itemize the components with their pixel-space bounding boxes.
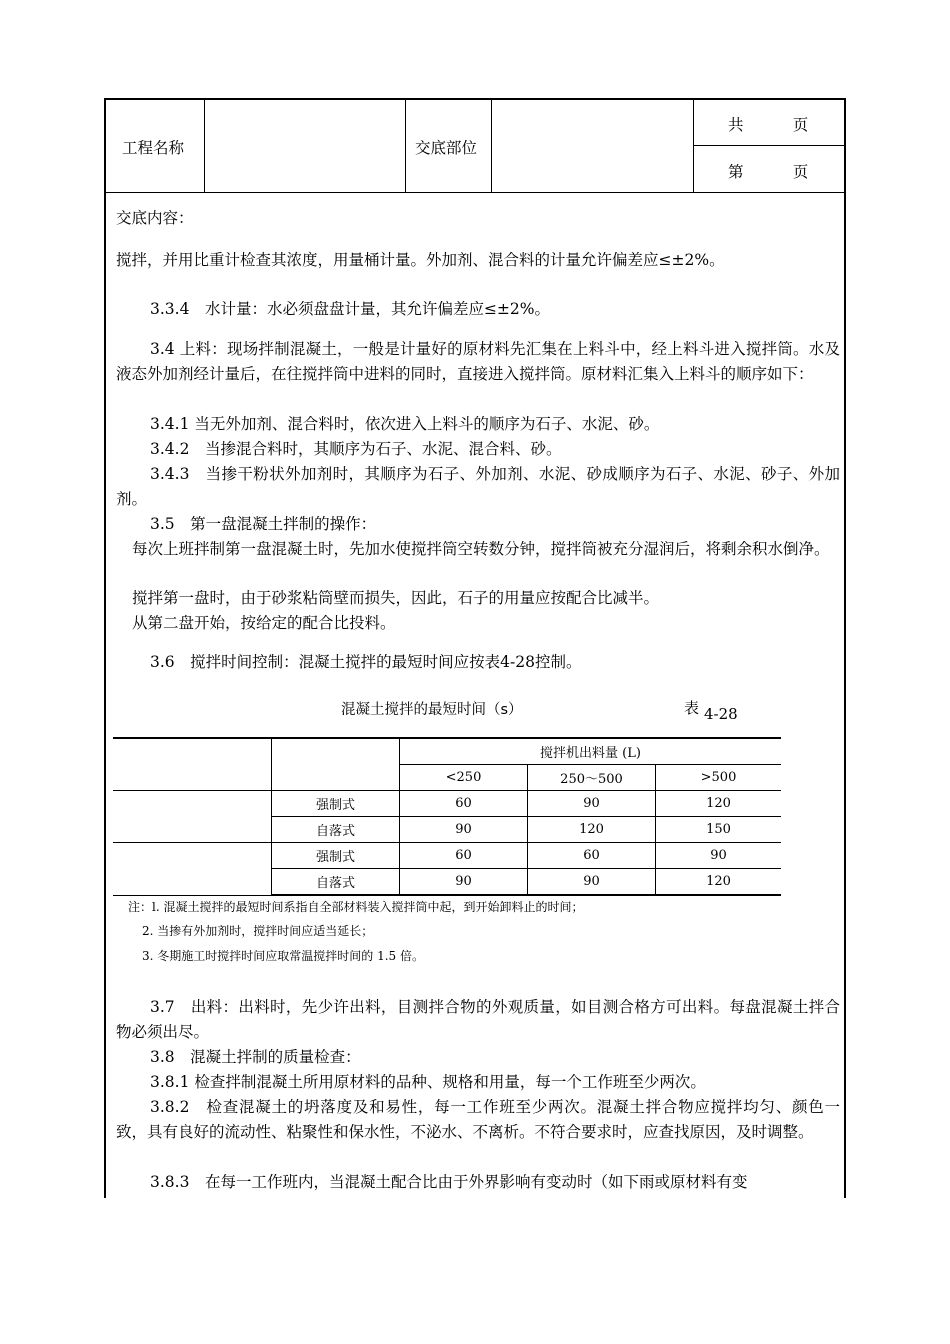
table-cell: 90 (528, 791, 656, 817)
paragraph: 3.4 上料：现场拌制混凝土，一般是计量好的原材料先汇集在上料斗中，经上料斗进入搅拌筒。水及液态外加剂经计量后，在往搅拌筒中进料的同时，直接进入搅拌筒。原材料汇集入上料斗的顺序如下： (116, 340, 840, 383)
paragraph: 3.4.1 当无外加剂、混合料时，依次进入上料斗的顺序为石子、水泥、砂。 (150, 415, 660, 433)
paragraph: 3.3.4 水计量：水必须盘盘计量，其允许偏差应≤±2%。 (150, 300, 551, 318)
table-cell: 60 (400, 791, 528, 817)
paragraph: 3.8.3 在每一工作班内，当混凝土配合比由于外界影响有变动时（如下雨或原材料有变 (150, 1173, 748, 1191)
table-group-cell (113, 843, 272, 896)
header-divider (491, 100, 492, 192)
mixing-time-table (113, 737, 781, 896)
handover-form (104, 98, 846, 1198)
table-note: 3. 冬期施工时搅拌时间应取常温搅拌时间的 1.5 倍。 (142, 949, 424, 963)
table-title: 混凝土搅拌的最短时间（s） (341, 702, 523, 718)
table-cell: 120 (656, 869, 782, 896)
table-column-header: >500 (656, 765, 782, 791)
table-note: 注：l. 混凝土搅拌的最短时间系指自全部材料装入搅拌筒中起，到开始卸料止的时间； (128, 900, 584, 914)
table-number: 4-28 (704, 705, 738, 723)
table-row (113, 843, 781, 869)
table-cell: 90 (656, 843, 782, 869)
table-cell: 自落式 (272, 869, 400, 896)
table-cell: 强制式 (272, 843, 400, 869)
handover-location-label: 交底部位 (415, 139, 478, 157)
paragraph: 搅拌第一盘时，由于砂浆粘筒壁而损失，因此，石子的用量应按配合比减半。 (132, 589, 660, 607)
paragraph: 3.8 混凝土拌制的质量检查： (150, 1048, 361, 1066)
table-cell: 90 (400, 869, 528, 896)
table-cell: 60 (400, 843, 528, 869)
table-cell: 强制式 (272, 791, 400, 817)
table-cell: 120 (528, 817, 656, 843)
header-divider (204, 100, 205, 192)
table-cell: 150 (656, 817, 782, 843)
page-number-label: 第 页 (728, 163, 809, 181)
table-column-header: 250～500 (528, 765, 656, 791)
table-row (113, 791, 781, 817)
header-divider (693, 100, 694, 192)
table-cell: 120 (656, 791, 782, 817)
table-group-cell (113, 791, 272, 843)
paragraph: 3.7 出料：出料时，先少许出料，目测拌合物的外观质量，如目测合格方可出料。每盘混凝土拌合物必须出尽。 (116, 998, 840, 1041)
paragraph: 3.8.1 检查拌制混凝土所用原材料的品种、规格和用量，每一个工作班至少两次。 (150, 1073, 706, 1091)
paragraph: 3.4.3 当掺干粉状外加剂时，其顺序为石子、外加剂、水泥、砂成顺序为石子、水泥、砂子、外加剂。 (116, 465, 840, 508)
paragraph: 3.5 第一盘混凝土拌制的操作： (150, 515, 377, 533)
project-name-label: 工程名称 (122, 139, 185, 157)
paragraph: 3.8.2 检查混凝土的坍落度及和易性，每一工作班至少两次。混凝土拌合物应搅拌均匀、颜色一致，具有良好的流动性、粘聚性和保水性，不泌水、不离析。不符合要求时，应查找原因，及时调整。 (116, 1098, 840, 1141)
table-header-blank (113, 738, 272, 791)
table-header-row (113, 738, 781, 765)
paragraph: 从第二盘开始，按给定的配合比投料。 (132, 614, 396, 632)
table-group-header: 搅拌机出料量 (L) (400, 738, 782, 765)
page-cell-divider (693, 145, 844, 146)
paragraph: 3.4.2 当掺混合料时，其顺序为石子、水泥、混合料、砂。 (150, 440, 562, 458)
table-number-prefix: 表 (684, 699, 700, 717)
table-column-header: <250 (400, 765, 528, 791)
table-header-blank (272, 738, 400, 791)
total-pages-label: 共 页 (728, 116, 809, 134)
paragraph: 3.6 搅拌时间控制：混凝土搅拌的最短时间应按表4-28控制。 (150, 653, 582, 671)
table-cell: 自落式 (272, 817, 400, 843)
form-header (106, 100, 844, 193)
table-note: 2. 当掺有外加剂时，搅拌时间应适当延长； (142, 924, 374, 938)
content-label: 交底内容： (116, 209, 194, 227)
paragraph: 搅拌，并用比重计检查其浓度，用量桶计量。外加剂、混合料的计量允许偏差应≤±2%。 (116, 251, 725, 269)
table-cell: 60 (528, 843, 656, 869)
header-divider (405, 100, 406, 192)
table-cell: 90 (400, 817, 528, 843)
table-cell: 90 (528, 869, 656, 896)
paragraph: 每次上班拌制第一盘混凝土时，先加水使搅拌筒空转数分钟，搅拌筒被充分湿润后，将剩余积水倒净。 (132, 540, 830, 558)
